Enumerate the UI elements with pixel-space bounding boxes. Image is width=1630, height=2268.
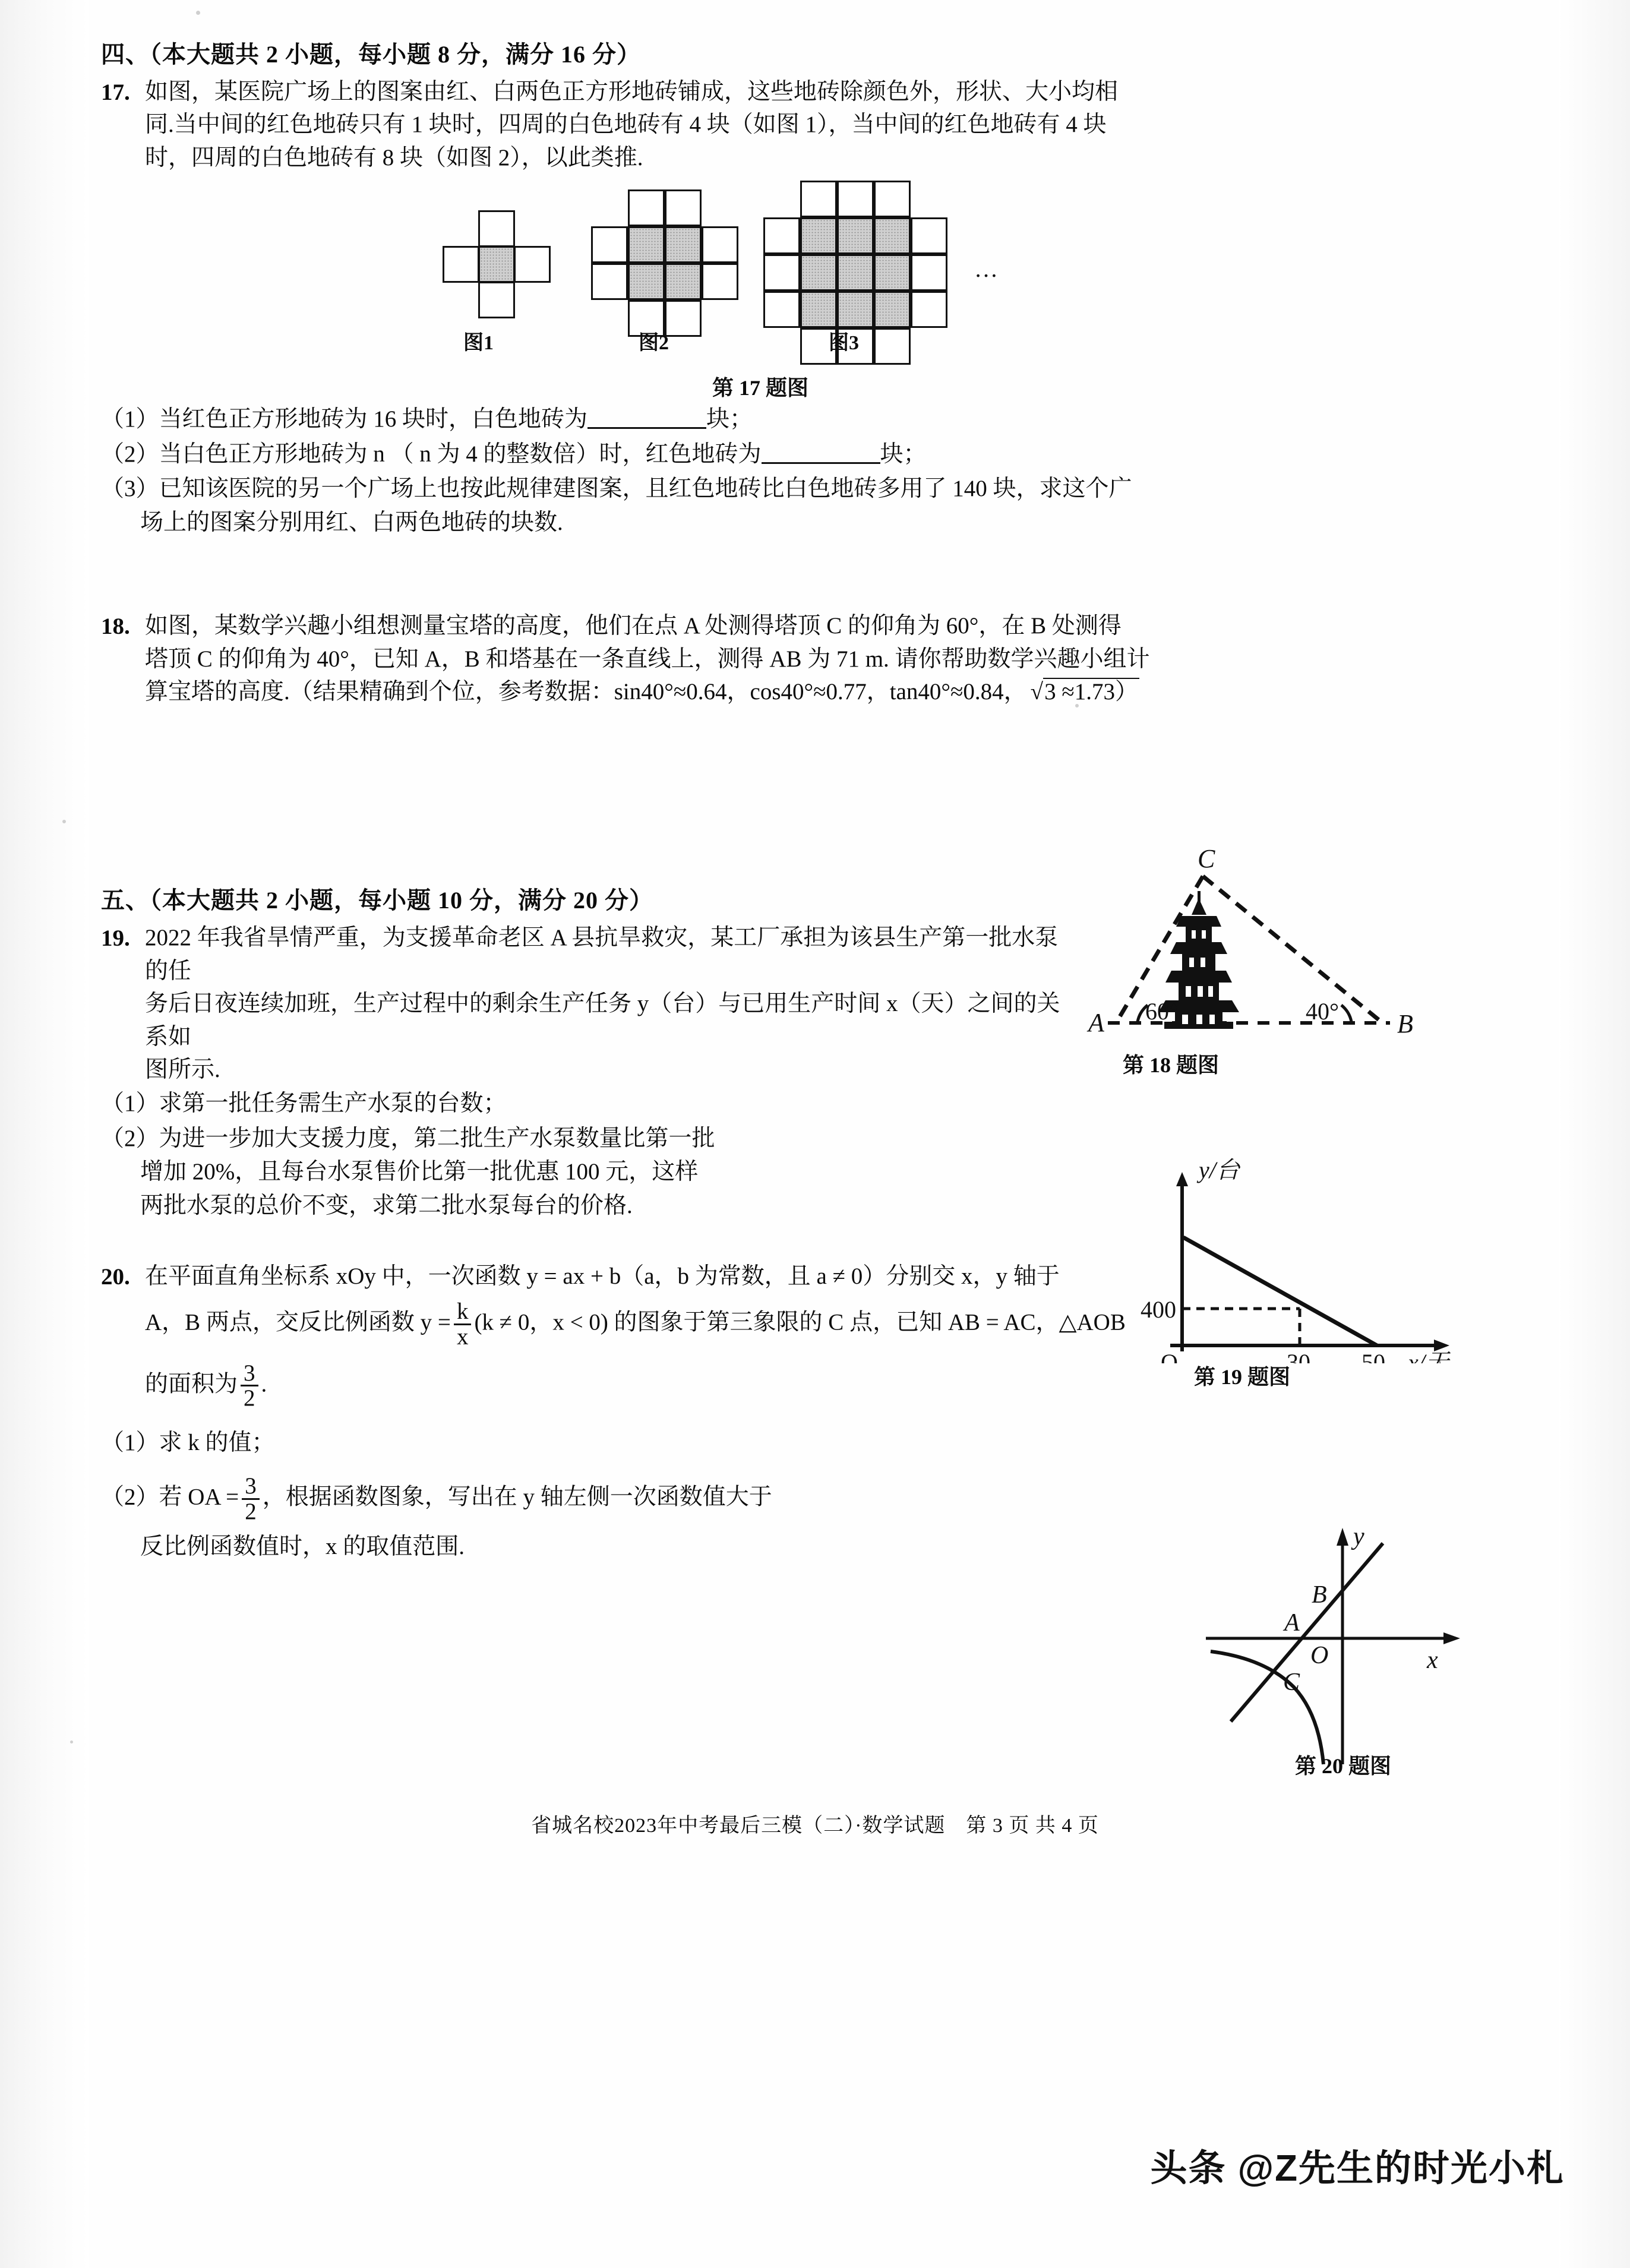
question-20-line-2-suffix: (k ≠ 0，x < 0) 的图象于第三象限的 C 点，已知 AB = AC，△AOB — [474, 1309, 1126, 1335]
question-20-sub-1: （1）求 k 的值； — [101, 1430, 275, 1456]
x-axis-arrow — [1443, 1632, 1460, 1644]
line-cb — [1203, 876, 1381, 1022]
label-angle-60: 60° — [1145, 998, 1179, 1025]
answer-blank[interactable] — [762, 439, 880, 464]
section-4-heading: 四、（本大题共 2 小题，每小题 8 分，满分 16 分） — [101, 41, 641, 68]
question-20-sub-2-mid: ，根据函数图象，写出在 y 轴左侧一次函数值大于 — [262, 1484, 772, 1510]
tile-white — [665, 300, 702, 337]
tile-red — [874, 291, 911, 328]
tile-red — [665, 263, 702, 300]
angle-arc-b — [1341, 1005, 1351, 1022]
tile-white — [702, 226, 738, 263]
tile-white — [874, 328, 911, 365]
question-20-sub-2-line-2: 反比例函数值时，x 的取值范围. — [140, 1533, 465, 1559]
question-20-line-1: 在平面直角坐标系 xOy 中，一次函数 y = ax + b（a，b 为常数，且 a ≠ 0）分别交 x，y 轴于 — [145, 1263, 1060, 1289]
question-20-number: 20. — [101, 1263, 130, 1290]
scan-shadow-right — [1559, 0, 1630, 2268]
tile-figure-2-label: 图2 — [639, 332, 669, 355]
fraction-three-halves — [242, 1474, 260, 1524]
tile-red — [800, 291, 837, 328]
figure-17-caption: 第 17 题图 — [712, 376, 808, 400]
scan-shadow-left — [0, 0, 89, 2268]
question-19-sub-2-line-1: （2）为进一步加大支援力度，第二批生产水泵数量比第一批 — [101, 1125, 715, 1151]
question-17-line-2: 同.当中间的红色地砖只有 1 块时，四周的白色地砖有 4 块（如图 1），当中间的红色地砖有 4 块 — [145, 112, 1107, 138]
tile-figure-1 — [443, 210, 549, 317]
tile-white — [911, 217, 947, 254]
figure-19-svg — [1129, 1149, 1497, 1363]
tile-figure-ellipsis: … — [974, 255, 1001, 283]
tile-white — [628, 189, 665, 226]
question-20-line-3-suffix: . — [261, 1371, 267, 1397]
tile-white — [874, 181, 911, 217]
fraction-denominator: 2 — [244, 1385, 255, 1411]
question-18-sqrt-value: 3 ≈1.73） — [1044, 679, 1138, 705]
linear-function-line — [1231, 1543, 1383, 1721]
y-axis-arrow — [1176, 1172, 1188, 1186]
question-20-line-2-prefix: A，B 两点，交反比例函数 y = — [145, 1309, 451, 1335]
question-17-sub-3-line-1: （3）已知该医院的另一个广场上也按此规律建图案，且红色地砖比白色地砖多用了 140 块，求这个广 — [101, 476, 1132, 502]
tile-red — [800, 217, 837, 254]
tile-red — [665, 226, 702, 263]
data-line — [1183, 1237, 1377, 1345]
figure-19-caption: 第 19 题图 — [1194, 1365, 1291, 1389]
question-19-number: 19. — [101, 925, 130, 952]
label-angle-40: 40° — [1306, 998, 1339, 1025]
label-point-b: B — [1312, 1581, 1327, 1609]
tile-red — [837, 291, 874, 328]
tile-red — [874, 254, 911, 291]
figure-20-svg — [1194, 1509, 1503, 1782]
tile-white — [911, 254, 947, 291]
y-axis-label: y/台 — [1199, 1157, 1240, 1183]
question-18-line-2: 塔顶 C 的仰角为 40°，已知 A，B 和塔基在一条直线上，测得 AB 为 71 m. 请你帮助数学兴趣小组计 — [145, 646, 1150, 672]
fraction-k-over-x — [454, 1300, 472, 1350]
question-19-line-3: 图所示. — [145, 1056, 220, 1082]
question-18-line-1: 如图，某数学兴趣小组想测量宝塔的高度，他们在点 A 处测得塔顶 C 的仰角为 60°，在 B 处测得 — [145, 613, 1122, 639]
question-17-sub-2 — [101, 438, 1509, 472]
label-point-a: A — [1088, 1008, 1104, 1037]
x-axis-label: x/天 — [1408, 1349, 1449, 1363]
tile-figure-3-label: 图3 — [829, 332, 859, 355]
tile-white — [591, 263, 628, 300]
question-17-line-3: 时，四周的白色地砖有 8 块（如图 2），以此类推. — [145, 144, 643, 170]
fraction-numerator: 3 — [242, 1474, 260, 1500]
question-19-line-2: 务后日夜连续加班，生产过程中的剩余生产任务 y（台）与已用生产时间 x（天）之间的关系如 — [145, 991, 1060, 1050]
label-point-a: A — [1284, 1609, 1300, 1637]
sqrt-icon — [1027, 675, 1139, 708]
tile-white — [443, 246, 479, 283]
question-20-line-3-prefix: 的面积为 — [145, 1371, 238, 1397]
figure-17-tile-patterns — [101, 189, 1509, 368]
tile-red — [837, 254, 874, 291]
y-tick-label-400: 400 — [1141, 1296, 1176, 1323]
question-17-sub-1-text: （1）当红色正方形地砖为 16 块时，白色地砖为 — [101, 406, 588, 432]
page-footer: 省城名校2023年中考最后三模（二）·数学试题 第 3 页 共 4 页 — [531, 1815, 1099, 1837]
question-17-sub-3 — [101, 472, 1509, 539]
label-origin: O — [1310, 1642, 1329, 1669]
figure-20-caption: 第 20 题图 — [1295, 1754, 1392, 1778]
figure-20-coordinate-diagram — [1194, 1509, 1503, 1782]
tile-white — [514, 246, 551, 283]
scan-speck — [196, 11, 200, 15]
fraction-numerator: 3 — [241, 1362, 258, 1387]
question-19-sub-2 — [101, 1122, 980, 1223]
question-18 — [101, 609, 1509, 708]
question-18-line-3 — [145, 675, 1509, 708]
question-18-line-3-text: 算宝塔的高度.（结果精确到个位，参考数据：sin40°≈0.64，cos40°≈0.77，tan40°≈0.84， — [145, 679, 1027, 705]
figure-18-svg — [1081, 844, 1497, 1057]
tile-white — [763, 291, 800, 328]
scan-speck — [70, 1741, 73, 1743]
question-17-line-1: 如图，某医院广场上的图案由红、白两色正方形地砖铺成，这些地砖除颜色外，形状、大小均相 — [145, 79, 1119, 105]
tile-white — [478, 210, 515, 247]
fraction-numerator: k — [454, 1300, 472, 1325]
origin-label: O — [1161, 1349, 1178, 1363]
tile-white — [702, 263, 738, 300]
watermark: 头条 @Z先生的时光小札 — [1150, 2148, 1565, 2189]
tile-white — [837, 181, 874, 217]
question-17-sub-1 — [101, 403, 1509, 437]
question-20-sub-2 — [101, 1474, 1028, 1563]
fraction-three-halves — [241, 1362, 258, 1411]
section-5-heading: 五、（本大题共 2 小题，每小题 10 分，满分 20 分） — [101, 887, 653, 914]
question-19-line-1: 2022 年我省旱情严重，为支援革命老区 A 县抗旱救灾，某工厂承担为该县生产第一批水泵的任 — [145, 925, 1059, 984]
question-20-sub-2-prefix: （2）若 OA = — [101, 1484, 239, 1510]
question-19-sub-2-line-3: 两批水泵的总价不变，求第二批水泵每台的价格. — [140, 1192, 633, 1218]
x-tick-label-50: 50 — [1362, 1349, 1385, 1363]
question-20-line-3 — [145, 1362, 1509, 1411]
answer-blank[interactable] — [587, 404, 706, 429]
question-17-number: 17. — [101, 80, 130, 105]
figure-18-pagoda-diagram — [1081, 844, 1497, 1057]
y-axis-label: y — [1353, 1523, 1364, 1550]
figure-18-caption: 第 18 题图 — [1123, 1053, 1220, 1077]
question-17-sub-3-line-2: 场上的图案分别用红、白两色地砖的块数. — [140, 509, 563, 535]
tile-white — [665, 189, 702, 226]
fraction-denominator: 2 — [245, 1498, 257, 1524]
tile-red — [628, 263, 665, 300]
fraction-denominator: x — [456, 1323, 469, 1350]
question-18-number: 18. — [101, 614, 130, 640]
tile-white — [911, 291, 947, 328]
hyperbola-curve — [1211, 1651, 1323, 1764]
tile-white — [763, 217, 800, 254]
scan-speck — [62, 820, 66, 823]
tile-red — [874, 217, 911, 254]
tile-white — [800, 181, 837, 217]
question-19-sub-2-line-2: 增加 20%，且每台水泵售价比第一批优惠 100 元，这样 — [140, 1159, 699, 1185]
tile-figure-1-label: 图1 — [463, 332, 494, 355]
tile-red — [800, 254, 837, 291]
label-point-c: C — [1283, 1669, 1300, 1696]
x-axis-label: x — [1427, 1647, 1438, 1674]
tile-red — [628, 226, 665, 263]
tile-white — [763, 254, 800, 291]
tile-red — [478, 246, 515, 283]
tile-white — [591, 226, 628, 263]
x-tick-label-30: 30 — [1287, 1349, 1310, 1363]
tile-red — [837, 217, 874, 254]
tile-figure-2 — [591, 189, 740, 338]
y-axis-arrow — [1337, 1528, 1348, 1546]
label-point-c: C — [1198, 844, 1215, 873]
question-17-sub-1-unit: 块； — [706, 406, 753, 432]
label-point-b: B — [1397, 1009, 1413, 1038]
question-17-sub-2-text: （2）当白色正方形地砖为 n （ n 为 4 的整数倍）时，红色地砖为 — [101, 441, 762, 467]
figure-19-line-graph — [1129, 1149, 1497, 1363]
question-19-sub-1: （1）求第一批任务需生产水泵的台数； — [101, 1091, 507, 1117]
question-17 — [101, 75, 1509, 174]
tile-white — [478, 282, 515, 318]
question-17-sub-2-unit: 块； — [880, 441, 927, 467]
